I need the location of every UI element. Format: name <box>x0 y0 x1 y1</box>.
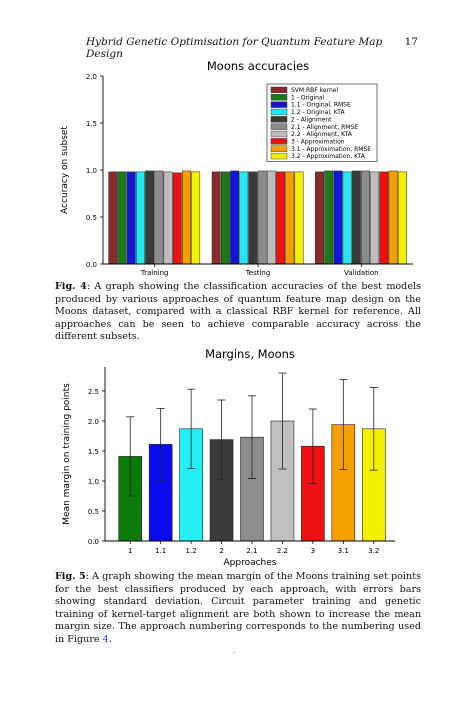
bar-validation-series-7 <box>380 172 388 264</box>
bar-validation-series-4 <box>352 171 360 264</box>
bar-training-series-2 <box>127 172 135 264</box>
bar-testing-series-1 <box>221 172 229 264</box>
y-tick-label: 0.5 <box>87 508 99 516</box>
bar-validation-series-8 <box>389 171 397 264</box>
bar-training-series-5 <box>155 171 163 264</box>
legend-entry-label: 3.2 - Approximation, KTA <box>291 153 365 161</box>
y-tick-label: 1.5 <box>85 120 97 128</box>
bar-training-series-0 <box>109 172 117 264</box>
x-tick-label: Validation <box>344 269 379 277</box>
running-title: Hybrid Genetic Optimisation for Quantum Feature Map Design <box>86 36 383 60</box>
legend-entry-label: SVM RBF kernel <box>291 87 339 94</box>
x-tick-label: 2 <box>219 547 224 555</box>
bar-training-series-9 <box>191 172 199 264</box>
x-tick-label: 3 <box>310 547 316 555</box>
legend-entry-label: 3 - Approximation <box>291 138 345 146</box>
y-tick-label: 1.0 <box>87 478 99 486</box>
moons-accuracies-chart <box>55 56 425 278</box>
bar-training-series-8 <box>182 171 190 264</box>
x-tick-label: Training <box>140 269 169 277</box>
bar-training-series-4 <box>145 171 153 264</box>
page-header <box>86 36 418 60</box>
bar-validation-series-1 <box>325 171 333 264</box>
legend-entry-label: 1.1 - Original, RMSE <box>291 101 351 109</box>
legend-entry-label: 1 - Original <box>291 94 325 102</box>
bar-training-series-7 <box>173 173 181 264</box>
bar-testing-series-5 <box>258 171 266 264</box>
bar-testing-series-6 <box>267 171 275 264</box>
y-axis-label: Mean margin on training points <box>62 383 72 525</box>
bar-testing-series-2 <box>230 171 238 264</box>
figure-4-label: Fig. 4 <box>55 281 87 292</box>
figure-5-text-end: . <box>108 633 112 645</box>
x-tick-label: Testing <box>245 269 271 277</box>
y-tick-label: 0.0 <box>87 538 99 546</box>
figure-5-label: Fig. 5 <box>55 571 86 582</box>
x-tick-label: 3.1 <box>337 547 349 555</box>
legend-entry-label: 3.1 - Approximation, RMSE <box>291 145 372 153</box>
legend-entry-label: 2.1 - Alignment, RMSE <box>291 123 359 131</box>
x-tick-label: 1.1 <box>155 547 167 555</box>
legend-swatch <box>271 131 287 137</box>
bar-training-series-3 <box>136 172 144 264</box>
figure-5-text: : A graph showing the mean margin of the Moons training set points for the best classifiers produced by each approach, with errors bars showing standard deviation. Circuit parameter training and genetic training of kernel-target alignment are both shown to increase the mean margin size. The approach numbering corresponds to the numbering used in Figure <box>55 571 421 645</box>
legend-swatch <box>271 109 287 115</box>
y-tick-label: 2.0 <box>85 73 97 81</box>
x-tick-label: 2.2 <box>276 547 289 555</box>
y-axis-label: Accuracy on subset <box>60 126 70 214</box>
chart-title: Moons accuracies <box>206 59 310 73</box>
bar-validation-series-6 <box>371 172 379 264</box>
x-axis-label: Approaches <box>223 558 277 568</box>
legend-swatch <box>271 94 287 100</box>
x-tick-label: 1.2 <box>185 547 197 555</box>
margins-moons-chart <box>55 343 425 571</box>
bar-validation-series-9 <box>398 172 406 264</box>
figure-5-caption <box>55 571 421 647</box>
legend-swatch <box>271 116 287 122</box>
figure-4-caption <box>55 281 421 344</box>
bar-validation-series-0 <box>315 172 323 264</box>
page-number: 17 <box>404 36 418 48</box>
x-tick-label: 1 <box>127 547 133 555</box>
y-tick-label: 2.0 <box>87 418 99 426</box>
y-tick-label: 0.0 <box>85 261 97 269</box>
x-tick-label: 3.2 <box>368 547 380 555</box>
legend-swatch <box>271 124 287 130</box>
bar-validation-series-2 <box>334 171 342 264</box>
legend-swatch <box>271 87 287 93</box>
legend-swatch <box>271 102 287 108</box>
footer-mark: . <box>233 646 236 655</box>
bar-training-series-1 <box>118 172 126 264</box>
bar-testing-series-7 <box>276 172 284 264</box>
bar-testing-series-8 <box>286 172 294 264</box>
y-tick-label: 0.5 <box>85 214 97 222</box>
bar-validation-series-3 <box>343 172 351 264</box>
legend-swatch <box>271 153 287 159</box>
bar-testing-series-3 <box>240 172 248 264</box>
legend-swatch <box>271 146 287 152</box>
figure-4-text: : A graph showing the classification accuracies of the best models produced by various approaches of quantum feature map design on the Moons dataset, compared with a classical RBF kernel for reference. All approaches can be seen to achieve comparable accuracy across the different subsets. <box>55 281 421 343</box>
legend-entry-label: 2.2 - Alignment, KTA <box>291 131 352 139</box>
bar-testing-series-4 <box>249 172 257 264</box>
legend-swatch <box>271 138 287 144</box>
bar-testing-series-9 <box>295 172 303 264</box>
bar-validation-series-5 <box>361 171 369 264</box>
figure-4-reference-link[interactable]: 4 <box>102 633 109 645</box>
legend-entry-label: 2 - Alignment <box>291 116 332 124</box>
y-tick-label: 1.5 <box>87 448 99 456</box>
y-tick-label: 2.5 <box>87 388 99 396</box>
chart-title: Margins, Moons <box>205 347 295 361</box>
y-tick-label: 1.0 <box>85 167 97 175</box>
bar-testing-series-0 <box>212 172 220 264</box>
legend-entry-label: 1.2 - Original, KTA <box>291 109 345 117</box>
x-tick-label: 2.1 <box>246 547 258 555</box>
bar-training-series-6 <box>164 172 172 264</box>
